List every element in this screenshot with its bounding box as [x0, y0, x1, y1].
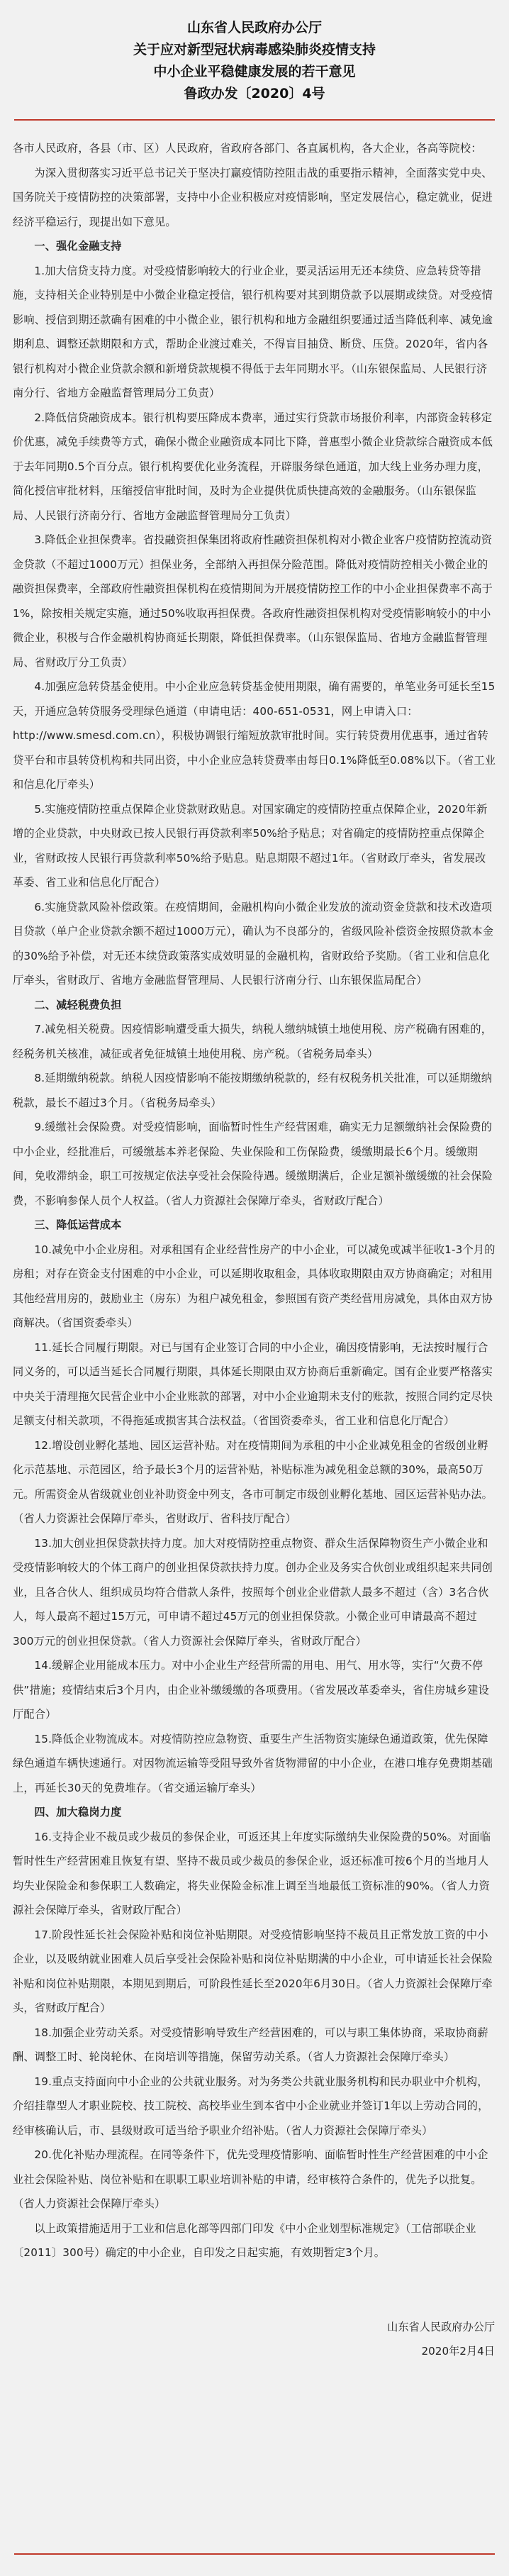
paragraph-9: 9.缓缴社会保险费。对受疫情影响，面临暂时性生产经营困难，确实无力足额缴纳社会保险费的中小企业，经批准后，可缓缴基本养老保险、失业保险和工伤保险费，缓缴期最长6个月。缓缴期间，免收滞纳金，职工可按规定依法享受社会保险待遇。缓缴期满后，企业足额补缴缓缴的社会保险费，不影响参保人员个人权益。（省人力资源社会保障厅牵头，省财政厅配合） [13, 1121, 493, 1207]
paragraph-18: 18.加强企业劳动关系。对受疫情影响导致生产经营困难的，可以与职工集体协商，采取协商薪酬、调整工时、轮岗轮休、在岗培训等措施，保留劳动关系。（省人力资源社会保障厅牵头） [13, 2026, 488, 2063]
paragraph-15: 15.降低企业物流成本。对疫情防控应急物资、重要生产生活物资实施绿色通道政策，优先保障绿色通道车辆快速通行。对因物流运输等受阻导致外省货物滞留的中小企业，在港口堆存免费期基础上，再延长30天的免费堆存。（省交通运输厅牵头） [13, 1732, 493, 1794]
signature-block [0, 2315, 509, 2363]
document-body [0, 121, 509, 2265]
section-heading-costs: 三、降低运营成本 [34, 1218, 122, 1231]
paragraph-12: 12.增设创业孵化基地、园区运营补贴。对在疫情期间为承租的中小企业减免租金的省级创业孵化示范基地、示范园区，给予最长3个月的运营补贴，补贴标准为减免租金总额的30%，最高50万元。所需资金从省级就业创业补助资金中列支，各市可制定市级创业孵化基地、园区运营补贴办法。（省人力资源社会保障厅牵头，省财政厅、省科技厅配合） [13, 1438, 493, 1525]
section-heading-tax: 二、减轻税费负担 [34, 998, 122, 1011]
section-heading-finance: 一、强化金融支持 [34, 240, 122, 252]
paragraph-6: 6.实施贷款风险补偿政策。在疫情期间，金融机构向小微企业发放的流动资金贷款和技术改造项目贷款（单户企业贷款余额不超过1000万元），确认为不良部分的，省级风险补偿资金按照贷款本金的30%给予补偿，对无还本续贷政策落实成效明显的金融机构，省财政给予奖励。（省工业和信息化厅牵头，省财政厅、省地方金融监督管理局、人民银行济南分行、山东银保监局配合） [13, 900, 494, 987]
paragraph-2: 2.降低信贷融资成本。银行机构要压降成本费率，通过实行贷款市场报价利率，内部资金转移定价优惠，减免手续费等方式，确保小微企业融资成本同比下降，普惠型小微企业贷款综合融资成本低于去年同期0.5个百分点。银行机构要优化业务流程，开辟服务绿色通道，加大线上业务办理力度，简化授信审批材料，压缩授信审批时间，及时为企业提供优质快捷高效的金融服务。（山东银保监局、人民银行济南分行、省地方金融监督管理局分工负责） [13, 411, 493, 522]
paragraph-5: 5.实施疫情防控重点保障企业贷款财政贴息。对国家确定的疫情防控重点保障企业，2020年新增的企业贷款，中央财政已按人民银行再贷款利率50%给予贴息；对省确定的疫情防控重点保障企业，省财政按人民银行再贷款利率50%给予贴息。贴息期限不超过1年。（省财政厅牵头，省发展改革委、省工业和信息化厅配合） [13, 802, 488, 889]
issuer-title: 山东省人民政府办公厅 [186, 20, 322, 35]
paragraph-17: 17.阶段性延长社会保险补贴和岗位补贴期限。对受疫情影响坚持不裁员且正常发放工资的中小企业，以及吸纳就业困难人员后享受社会保险补贴和岗位补贴期满的中小企业，可申请延长社会保险补贴和岗位补贴期限，本期见到期后，可阶段性延长至2020年6月30日。（省人力资源社会保障厅牵头，省财政厅配合） [13, 1928, 493, 2014]
paragraph-16: 16.支持企业不裁员或少裁员的参保企业，可返还其上年度实际缴纳失业保险费的50%。对面临暂时性生产经营困难且恢复有望、坚持不裁员或少裁员的参保企业，返还标准可按6个月的当地月人均失业保险金和参保职工人数确定，将失业保险金标准上调至当地最低工资标准的90%。（省人力资源社会保障厅牵头，省财政厅配合） [13, 1830, 491, 1916]
section-heading-employment: 四、加大稳岗力度 [34, 1806, 122, 1819]
paragraph-1: 1.加大信贷支持力度。对受疫情影响较大的行业企业，要灵活运用无还本续贷、应急转贷等措施，支持相关企业特别是中小微企业稳定授信，银行机构要对其到期贷款予以展期或续贷。对受疫情影响、授信到期还款确有困难的中小微企业，银行机构和地方金融组织要通过适当降低利率、减免逾期利息、调整还款期限和方式，帮助企业渡过难关，不得盲目抽贷、断贷、压贷。2020年，省内各银行机构对小微企业贷款余额和新增贷款规模不得低于去年同期水平。（山东银保监局、人民银行济南分行、省地方金融监督管理局分工负责） [13, 264, 493, 399]
document-header [14, 0, 495, 121]
paragraph-3: 3.降低企业担保费率。省投融资担保集团将政府性融资担保机构对小微企业客户疫情防控流动资金贷款（不超过1000万元）担保业务，全部纳入再担保分险范围。降低对疫情防控相关小微企业的融资担保费率，全部政府性融资担保机构在疫情期间为开展疫情防控工作的中小企业担保费率不高于1%，除按相关规定实施，通过50%收取再担保费。各政府性融资担保机构对受疫情影响较小的中小微企业，积极与合作金融机构协商延长期限，降低担保费率。（山东银保监局、省地方金融监督管理局、省财政厅分工负责） [13, 533, 493, 669]
paragraph-10: 10.减免中小企业房租。对承租国有企业经营性房产的中小企业，可以减免或减半征收1-3个月的房租；对存在资金支付困难的中小企业，可以延期收取租金，具体收取期限由双方协商确定；对租用其他经营用房的，鼓励业主（房东）为租户减免租金，参照国有资产类经营用房减免，具体由双方协商解决。（省国资委牵头） [13, 1243, 496, 1329]
signature-org: 山东省人民政府办公厅 [387, 2320, 495, 2333]
closing-paragraph: 以上政策措施适用于工业和信息化部等四部门印发《中小企业划型标准规定》（工信部联企业〔2011〕300号）确定的中小企业，自印发之日起实施，有效期暂定3个月。 [13, 2221, 476, 2259]
document-title-line-1: 关于应对新型冠状病毒感染肺炎疫情支持 [133, 42, 376, 57]
salutation: 各市人民政府，各县（市、区）人民政府，省政府各部门、各直属机构，各大企业，各高等院校： [13, 142, 482, 155]
paragraph-20: 20.优化补贴办理流程。在同等条件下，优先受理疫情影响、面临暂时性生产经营困难的中小企业社会保险补贴、岗位补贴和在职职工职业培训补贴的申请，经审核符合条件的，优先予以批复。（省人力资源社会保障厅牵头） [13, 2148, 488, 2210]
paragraph-19: 19.重点支持面向中小企业的公共就业服务。对为务类公共就业服务机构和民办职业中介机构，介绍挂靠型人才职业院校、技工院校、高校毕业生到本省中小企业就业并签订1年以上劳动合同的，经审核确认后，市、县级财政可适当给予职业介绍补贴。（省人力资源社会保障厅牵头） [13, 2075, 489, 2137]
paragraph-11: 11.延长合同履行期限。对已与国有企业签订合同的中小企业，确因疫情影响，无法按时履行合同义务的，可以适当延长合同履行期限，具体延长期限由双方协商后重新确定。国有企业要严格落实中央关于清理拖欠民营企业中小企业账款的部署，对中小企业逾期未支付的账款，按照合同约定尽快足额支付相关款项，不得拖延或损害其合法权益。（省国资委牵头，省工业和信息化厅配合） [13, 1340, 493, 1427]
document-title-line-2: 中小企业平稳健康发展的若干意见 [153, 64, 356, 79]
paragraph-14: 14.缓解企业用能成本压力。对中小企业生产经营所需的用电、用气、用水等，实行“欠费不停供”措施；疫情结束后3个月内，由企业补缴缓缴的各项费用。（省发展改革委牵头，省住房城乡建设厅配合） [13, 1659, 489, 1721]
signature-date: 2020年2月4日 [421, 2344, 495, 2358]
document-number: 鲁政办发〔2020〕4号 [184, 86, 325, 101]
paragraph-8: 8.延期缴纳税款。纳税人因疫情影响不能按期缴纳税款的，经有权税务机关批准，可以延期缴纳税款，最长不超过3个月。（省税务局牵头） [13, 1072, 493, 1109]
footer-divider [14, 2553, 495, 2555]
paragraph-7: 7.减免相关税费。因疫情影响遭受重大损失，纳税人缴纳城镇土地使用税、房产税确有困难的，经税务机关核准，减征或者免征城镇土地使用税、房产税。（省税务局牵头） [13, 1023, 493, 1060]
intro-paragraph: 为深入贯彻落实习近平总书记关于坚决打赢疫情防控阻击战的重要指示精神，全面落实党中央、国务院关于疫情防控的决策部署，支持中小企业积极应对疫情影响，坚定发展信心，稳定就业，促进经济平稳运行，现提出如下意见。 [13, 166, 493, 228]
paragraph-4: 4.加强应急转贷基金使用。中小企业应急转贷基金使用期限，确有需要的，单笔业务可延长至15天，开通应急转贷服务受理绿色通道（申请电话：400-651-0531，网上申请入口：http://www.smesd.com.cn），积极协调银行缩短放款审批时间。实行转贷费用优惠事，通过省转贷平台和市县转贷机构和共同出资，中小企业应急转贷费率由每日0.1%降低至0.08%以下。（省工业和信息化厅牵头） [13, 680, 496, 791]
paragraph-13: 13.加大创业担保贷款扶持力度。加大对疫情防控重点物资、群众生活保障物资生产小微企业和受疫情影响较大的个体工商户的创业担保贷款扶持力度。创办企业及务实合伙创业或组织起来共同创业，且各合伙人、组织成员均符合借款人条件，按照每个创业企业借款人最多不超过（含）3名合伙人，每人最高不超过15万元，可申请不超过45万元的创业担保贷款。小微企业可申请最高不超过300万元的创业担保贷款。（省人力资源社会保障厅牵头，省财政厅配合） [13, 1536, 493, 1648]
